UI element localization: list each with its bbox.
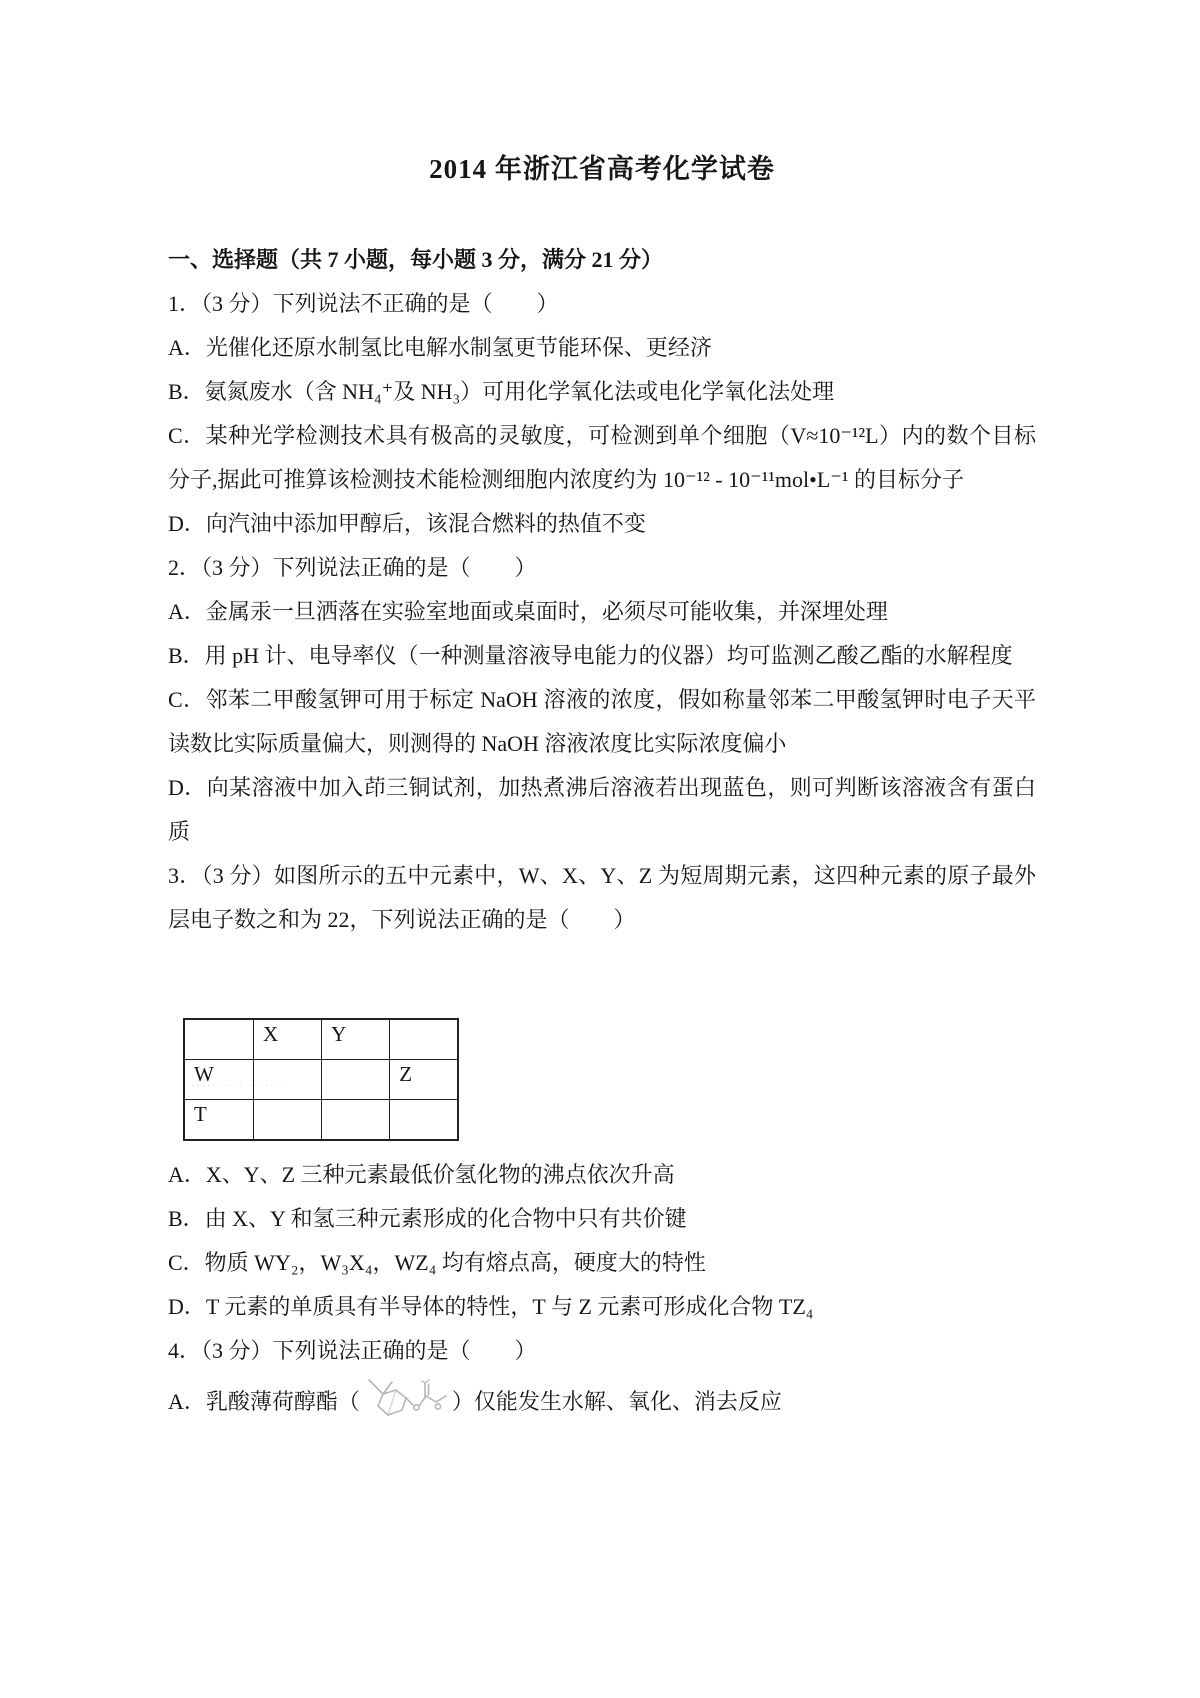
table-row	[184, 1060, 458, 1100]
q2-option-b: B．用 pH 计、电导率仪（一种测量溶液导电能力的仪器）均可监测乙酸乙酯的水解程度	[168, 643, 1013, 668]
table-cell	[390, 1100, 458, 1141]
menthyl-lactate-structure-icon	[361, 1373, 451, 1425]
q2-stem: 2．（3 分）下列说法正确的是（ ）	[168, 555, 537, 580]
q4-option-a	[168, 1373, 1036, 1425]
q1-option-c: C．某种光学检测技术具有极高的灵敏度，可检测到单个细胞（V≈10⁻¹²L）内的数个目标分子,据此可推算该检测技术能检测细胞内浓度约为 10⁻¹² - 10⁻¹¹mol•L⁻¹ 的目标分子	[168, 423, 1036, 492]
q1-stem: 1．（3 分）下列说法不正确的是（ ）	[168, 291, 559, 316]
q1-option-d: D．向汽油中添加甲醇后，该混合燃料的热值不变	[168, 511, 646, 536]
page-title: 2014 年浙江省高考化学试卷	[429, 154, 775, 184]
element-table	[183, 1018, 459, 1141]
table-cell	[322, 1100, 390, 1141]
table-cell	[390, 1019, 458, 1060]
q2-option-a: A．金属汞一旦洒落在实验室地面或桌面时，必须尽可能收集，并深埋处理	[168, 599, 888, 624]
table-cell: T	[184, 1100, 254, 1141]
q3-option-c: C．物质 WY₂，W₃X₄，WZ₄ 均有熔点高，硬度大的特性	[168, 1250, 706, 1275]
table-row	[184, 1019, 458, 1060]
table-cell	[184, 1019, 254, 1060]
table-cell: Y	[322, 1019, 390, 1060]
table-cell: Z	[390, 1060, 458, 1100]
q2-option-c: C．邻苯二甲酸氢钾可用于标定 NaOH 溶液的浓度，假如称量邻苯二甲酸氢钾时电子天平读数比实际质量偏大，则测得的 NaOH 溶液浓度比实际浓度偏小	[168, 687, 1036, 756]
table-cell: X	[254, 1019, 322, 1060]
q4-option-a-text-after: ）仅能发生水解、氧化、消去反应	[451, 1389, 782, 1414]
q4-stem: 4．（3 分）下列说法正确的是（ ）	[168, 1338, 537, 1363]
table-cell	[254, 1100, 322, 1141]
q3-option-d: D．T 元素的单质具有半导体的特性，T 与 Z 元素可形成化合物 TZ₄	[168, 1294, 814, 1319]
q1-option-b: B．氨氮废水（含 NH₄⁺及 NH₃）可用化学氧化法或电化学氧化法处理	[168, 379, 835, 404]
section-1-heading: 一、选择题（共 7 小题，每小题 3 分，满分 21 分）	[168, 247, 664, 272]
q4-option-a-text-before: A．乳酸薄荷醇酯（	[168, 1389, 360, 1414]
q3-stem: 3．（3 分）如图所示的五中元素中，W、X、Y、Z 为短周期元素，这四种元素的原子最外层电子数之和为 22，下列说法正确的是（ ）	[168, 863, 1036, 932]
q3-option-b: B．由 X、Y 和氢三种元素形成的化合物中只有共价键	[168, 1206, 687, 1231]
q3-element-position-table	[183, 1018, 459, 1141]
faint-watermark-text: ·········· ·······	[191, 1081, 287, 1092]
q3-option-a: A．X、Y、Z 三种元素最低价氢化物的沸点依次升高	[168, 1162, 675, 1187]
table-cell	[322, 1060, 390, 1100]
table-cell	[254, 1060, 322, 1100]
q2-option-d: D．向某溶液中加入茚三铜试剂，加热煮沸后溶液若出现蓝色，则可判断该溶液含有蛋白质	[168, 775, 1036, 844]
q1-option-a: A．光催化还原水制氢比电解水制氢更节能环保、更经济	[168, 335, 712, 360]
table-cell: W	[184, 1060, 254, 1100]
table-row	[184, 1100, 458, 1141]
